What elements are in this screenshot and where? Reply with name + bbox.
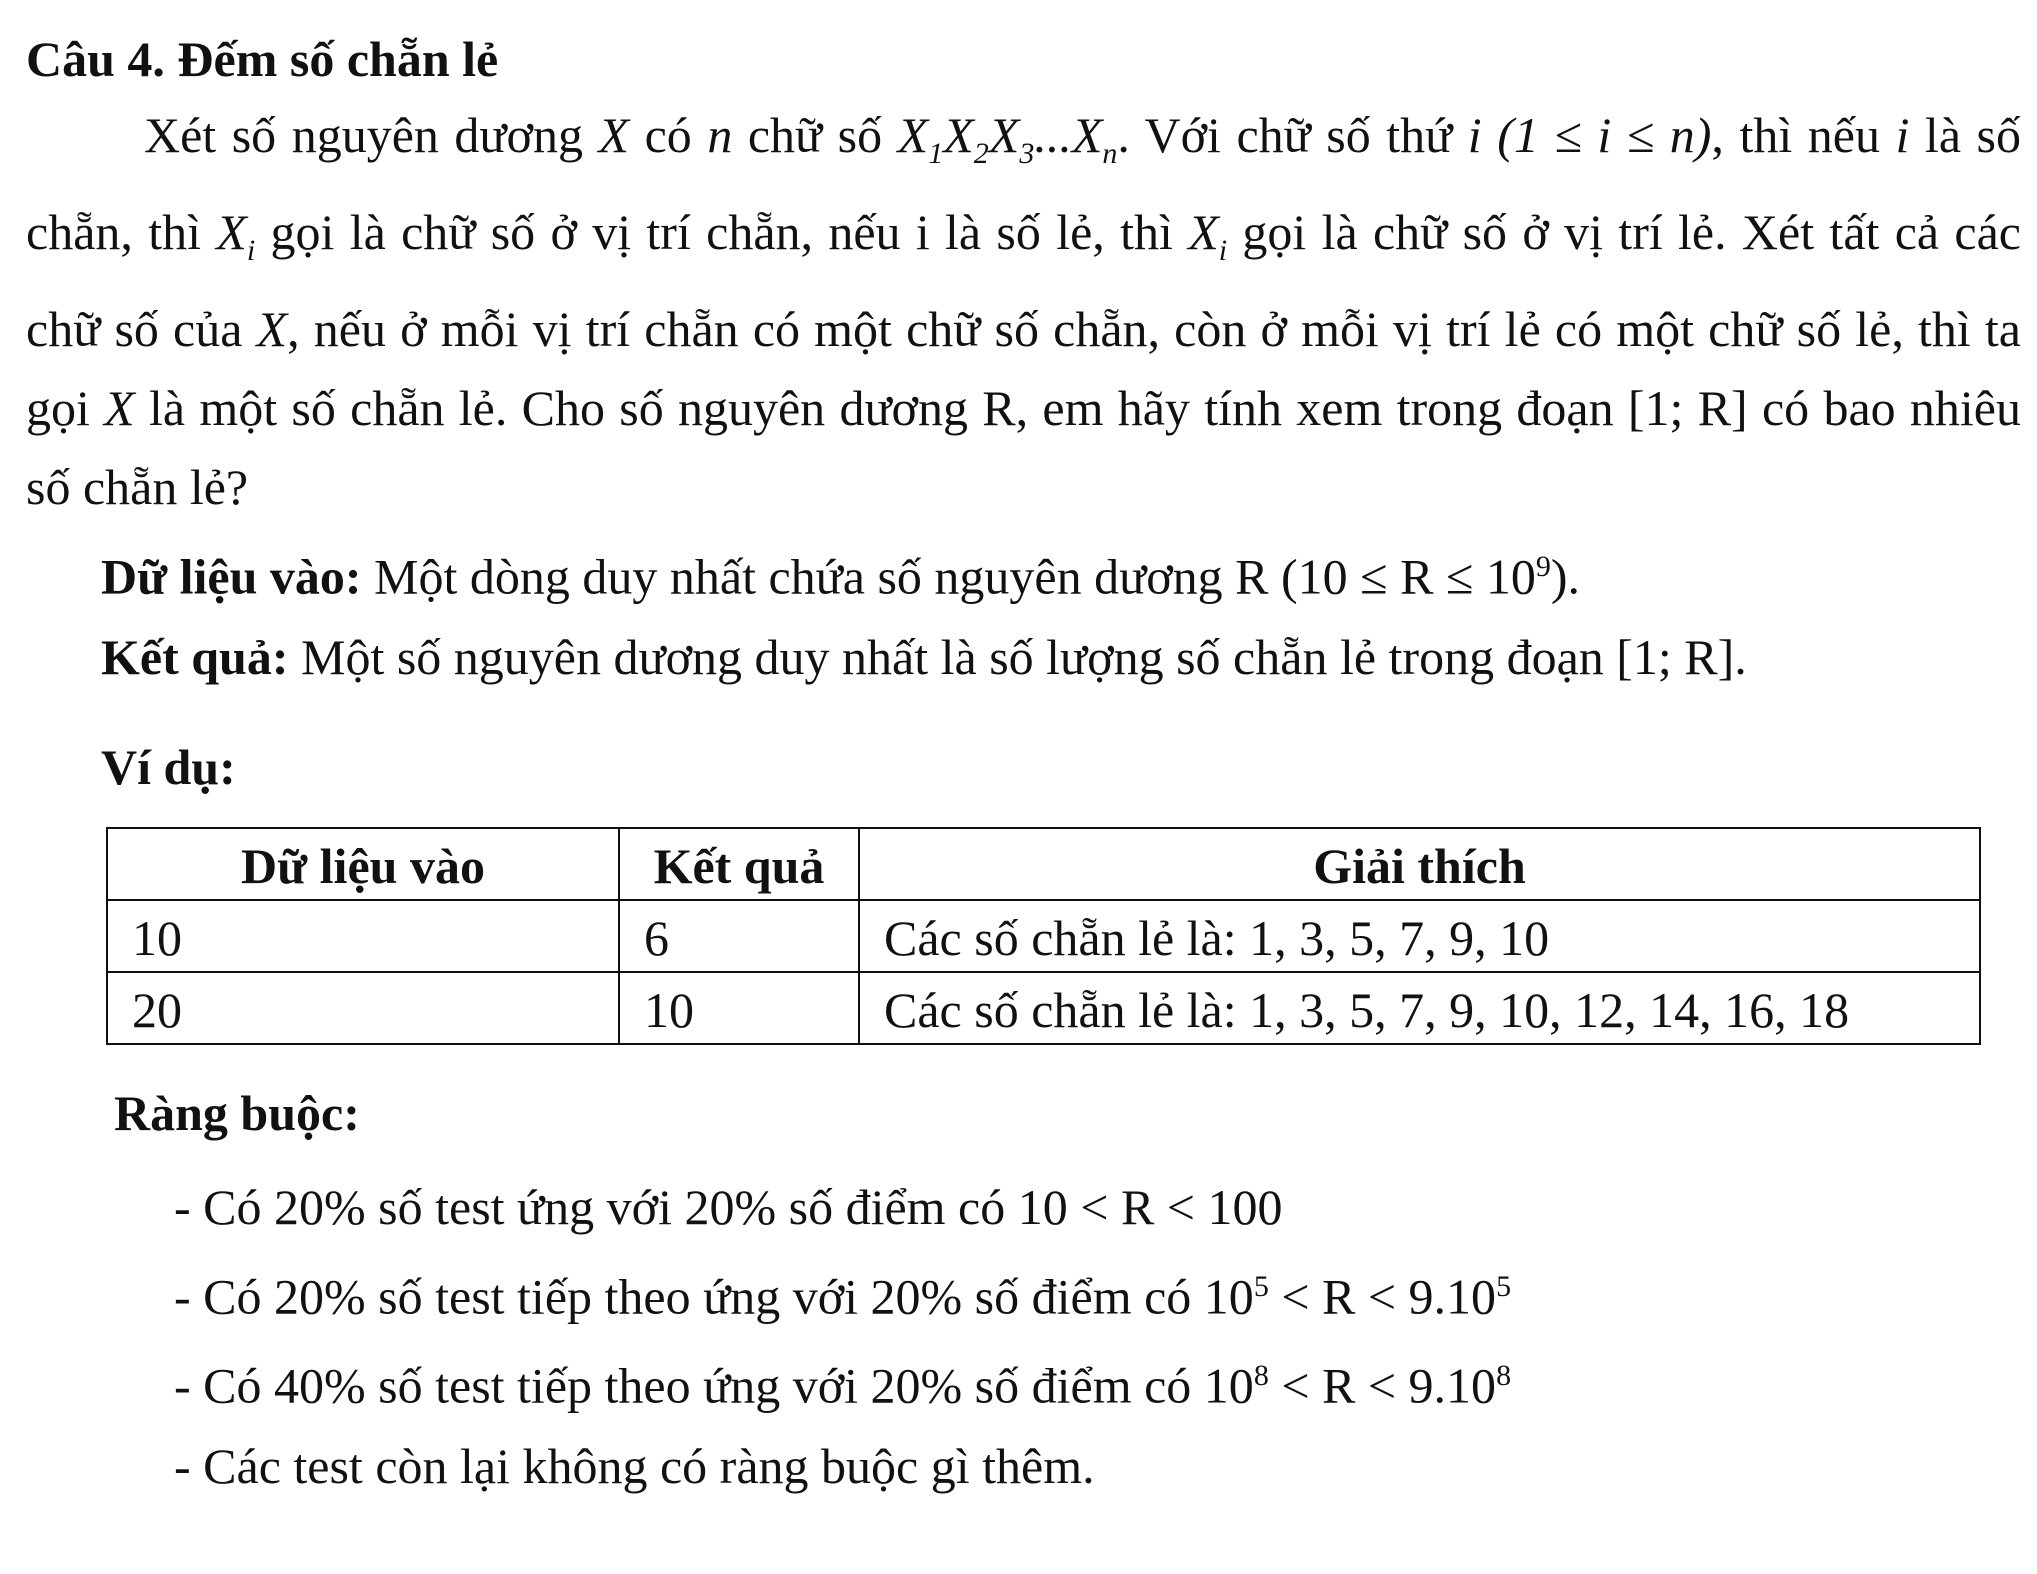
constraints-heading: Ràng buộc: bbox=[114, 1084, 360, 1141]
cell-explanation: Các số chẵn lẻ là: 1, 3, 5, 7, 9, 10 bbox=[859, 900, 1980, 972]
constraint-item: - Có 20% số test tiếp theo ứng với 20% số điểm có $10^5 < R < 9.10^5$ bbox=[174, 1268, 1512, 1325]
table-row bbox=[107, 972, 1980, 1044]
problem-statement: Xét số nguyên dương X có n chữ số $X_1X_2X_3...X_n$. Với chữ số thứ i (1 ≤ i ≤ n), thì nếu i là số chẵn, thì $X_i$ gọi là chữ số ở vị trí chẵn, nếu i là số lẻ, thì $X_i$ gọi là chữ số ở vị trí lẻ. Xét tất cả các chữ số của X, nếu ở mỗi vị trí chẵn có một chữ số chẵn, còn ở mỗi vị trí lẻ có một chữ số lẻ, thì ta gọi X là một số chẵn lẻ. Cho số nguyên dương R, em hãy tính xem trong đoạn [1; R] có bao nhiêu số chẵn lẻ? bbox=[26, 107, 2022, 515]
example-table bbox=[106, 827, 1981, 1045]
digits-expression: $X_1X_2X_3...X_n$ bbox=[897, 107, 1118, 170]
table-row bbox=[107, 900, 1980, 972]
cell-explanation: Các số chẵn lẻ là: 1, 3, 5, 7, 9, 10, 12, 14, 16, 18 bbox=[859, 972, 1980, 1044]
header-output: Kết quả bbox=[619, 828, 859, 900]
constraint-item: - Có 20% số test ứng với 20% số điểm có 10 < R < 100 bbox=[174, 1178, 1283, 1235]
input-spec: Dữ liệu vào: Một dòng duy nhất chứa số nguyên dương R $(10 \le R \le 10^9)$. bbox=[101, 548, 1581, 605]
constraint-item: - Có 40% số test tiếp theo ứng với 20% số điểm có $10^8 < R < 9.10^8$ bbox=[174, 1357, 1512, 1414]
cell-input: 20 bbox=[107, 972, 619, 1044]
header-input: Dữ liệu vào bbox=[107, 828, 619, 900]
constraints-list bbox=[26, 1167, 2021, 1506]
constraint-item: - Các test còn lại không có ràng buộc gì thêm. bbox=[174, 1437, 1095, 1494]
cell-input: 10 bbox=[107, 900, 619, 972]
problem-page bbox=[26, 22, 2021, 1506]
cell-output: 10 bbox=[619, 972, 859, 1044]
header-explanation: Giải thích bbox=[859, 828, 1980, 900]
example-heading: Ví dụ: bbox=[101, 738, 236, 795]
output-spec: Kết quả: Một số nguyên dương duy nhất là số lượng số chẵn lẻ trong đoạn [1; R]. bbox=[101, 628, 1747, 685]
problem-title: Câu 4. Đếm số chẵn lẻ bbox=[26, 31, 499, 87]
table-header-row bbox=[107, 828, 1980, 900]
cell-output: 6 bbox=[619, 900, 859, 972]
